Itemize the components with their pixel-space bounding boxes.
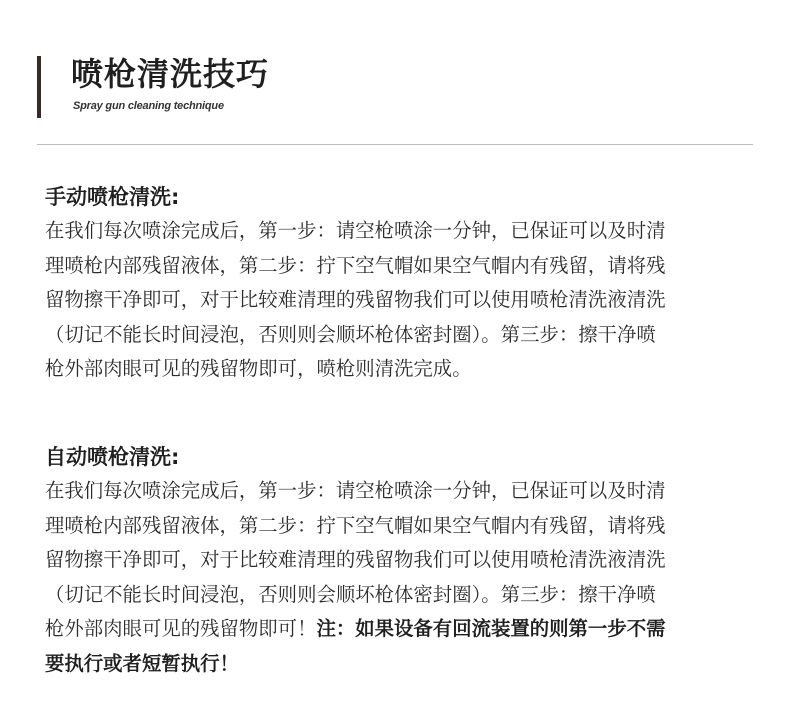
header-accent-bar: [37, 56, 41, 118]
manual-cleaning-section: [45, 180, 750, 387]
note-text: 注：如果设备有回流装置的则第一步不需: [316, 617, 666, 640]
auto-cleaning-section: [45, 440, 750, 681]
text-line: 留物擦干净即可，对于比较难清理的残留物我们可以使用喷枪清洗液清洗: [45, 548, 666, 571]
manual-cleaning-heading: 手动喷枪清洗:: [45, 185, 180, 209]
text-line: 理喷枪内部残留液体，第二步：拧下空气帽如果空气帽内有残留，请将残: [45, 253, 666, 277]
text-line: 在我们每次喷涂完成后，第一步：请空枪喷涂一分钟，已保证可以及时清: [45, 219, 666, 242]
text-line: （切记不能长时间浸泡，否则则会顺坏枪体密封圈）。第三步：擦干净喷: [45, 322, 656, 346]
auto-cleaning-heading: 自动喷枪清洗:: [45, 445, 180, 469]
text-normal: 枪外部肉眼可见的残留物即可！: [45, 617, 317, 640]
page-subtitle: Spray gun cleaning technique: [73, 100, 224, 112]
header-divider: [37, 144, 753, 145]
section-header: [37, 56, 737, 118]
text-line: 留物擦干净即可，对于比较难清理的残留物我们可以使用喷枪清洗液清洗: [45, 288, 666, 311]
text-line: （切记不能长时间浸泡，否则则会顺坏枪体密封圈）。第三步：擦干净喷: [45, 582, 656, 606]
text-line: 枪外部肉眼可见的残留物即可，喷枪则清洗完成。: [45, 357, 472, 380]
text-line: 理喷枪内部残留液体，第二步：拧下空气帽如果空气帽内有残留，请将残: [45, 513, 666, 537]
auto-cleaning-text: [45, 474, 750, 681]
text-line-mixed: [45, 612, 750, 647]
page-title: 喷枪清洗技巧: [71, 55, 270, 93]
manual-cleaning-text: [45, 214, 750, 387]
note-text-end: 要执行或者短暂执行！: [45, 651, 239, 675]
text-line: 在我们每次喷涂完成后，第一步：请空枪喷涂一分钟，已保证可以及时清: [45, 479, 666, 502]
